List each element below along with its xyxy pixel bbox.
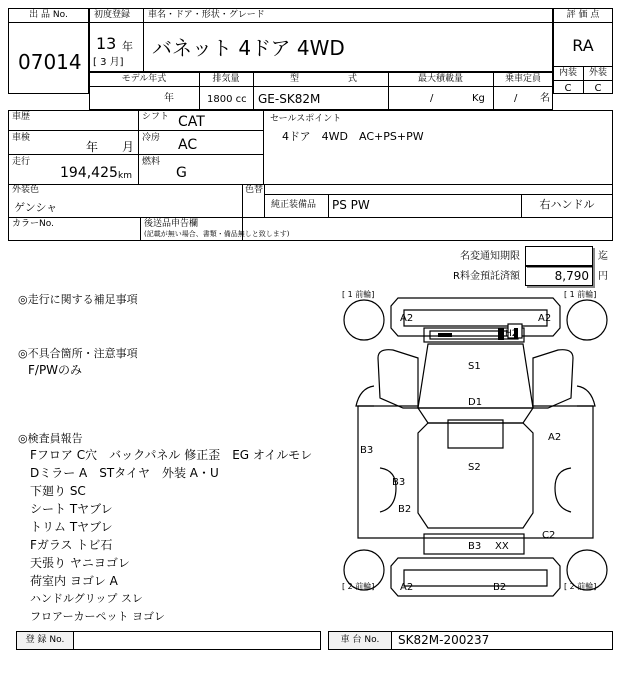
- inspector-line-3: 下廻り SC: [30, 484, 86, 498]
- mark-s2: S2: [468, 462, 481, 473]
- shift-value: CAT: [178, 114, 205, 130]
- inspector-line-4: シート Tヤブレ: [30, 502, 113, 516]
- mark-xx-rear: XX: [495, 541, 509, 552]
- capacity-slash: /: [514, 93, 518, 104]
- inspector-line-1: Fフロア C穴 バックパネル 修正歪 EG オイルモレ: [30, 448, 313, 462]
- history-label: 車歴: [12, 112, 31, 122]
- load-slash: /: [430, 93, 434, 104]
- first-reg-year-unit: 年: [122, 40, 133, 53]
- mark-a2-rear: A2: [400, 582, 414, 593]
- ac-label: 冷房: [142, 133, 161, 143]
- doc-note: (記載が無い場合、書類・備品無しと致します): [144, 230, 290, 238]
- front-right-tire-label: [ 1 前輪]: [564, 290, 597, 299]
- name-change-label: 名変通知期限: [460, 251, 520, 262]
- lot-label: 出 品 No.: [29, 10, 68, 20]
- reg-no-label: 登 録 No.: [25, 635, 65, 645]
- interior-grade: C: [564, 83, 572, 94]
- rear-right-tire-label: [ 2 前輪]: [564, 582, 597, 591]
- fuel-label: 燃料: [142, 157, 161, 167]
- capacity-unit: 名: [540, 93, 550, 104]
- mark-a2-front-right: A2: [538, 313, 552, 324]
- inspection-label: 車検: [12, 133, 31, 143]
- chassis-no-value: SK82M-200237: [398, 633, 490, 647]
- mileage-label: 走行: [12, 157, 31, 167]
- inspector-line-8: 荷室内 ヨゴレ A: [30, 574, 118, 588]
- name-change-box: [525, 246, 593, 266]
- fuel-value: G: [176, 165, 187, 181]
- car-name-label: 車名・ドア・形状・グレード: [148, 10, 265, 20]
- recycle-value: 8,790: [554, 269, 589, 283]
- mark-d1: D1: [468, 397, 483, 408]
- sales-point-value: 4ドア 4WD AC+PS+PW: [282, 130, 424, 143]
- mark-h2: H2: [505, 329, 518, 339]
- mark-b2-rear: B2: [493, 582, 507, 593]
- supplement-title: ◎走行に関する補足事項: [18, 293, 138, 306]
- chassis-no-label: 車 台 No.: [340, 635, 380, 645]
- lot-number: 07014: [18, 50, 82, 74]
- recycle-unit: 円: [598, 271, 608, 282]
- mark-c2-right: C2: [542, 530, 556, 541]
- mileage-unit: km: [118, 171, 132, 181]
- type-label: 型: [290, 74, 300, 84]
- recycle-label: R料金預託済額: [453, 271, 520, 282]
- shift-label: シフト: [142, 112, 170, 122]
- color-change-label: 色替: [245, 185, 264, 195]
- front-left-tire-label: [ 1 前輪]: [342, 290, 375, 299]
- inspection-year: 年: [86, 140, 99, 154]
- mark-b2-left: B2: [398, 504, 412, 515]
- car-name: バネット 4ドア 4WD: [152, 36, 345, 60]
- defect-title: ◎不具合箇所・注意事項: [18, 347, 138, 360]
- interior-label: 内装: [558, 68, 577, 78]
- displacement-value: 1800 cc: [207, 94, 247, 105]
- sales-point-label: セールスポイント: [270, 114, 342, 124]
- ext-color-value: ゲンシャ: [14, 201, 58, 214]
- inspector-line-7: 天張り ヤニヨゴレ: [30, 556, 130, 570]
- defect-line-1: F/PWのみ: [28, 363, 83, 377]
- mark-b3-left-2: B3: [392, 477, 406, 488]
- exterior-label: 外装: [588, 68, 607, 78]
- inspector-line-6: Fガラス トビ石: [30, 538, 113, 552]
- model-code: GE-SK82M: [258, 92, 321, 106]
- max-load-label: 最大積載量: [417, 74, 463, 84]
- type-label-2: 式: [348, 74, 358, 84]
- first-reg-month: [ 3 月]: [93, 57, 124, 68]
- first-reg-label: 初度登録: [94, 10, 131, 20]
- load-unit: Kg: [472, 93, 485, 104]
- ext-color-label: 外装色: [12, 185, 40, 195]
- equipment-value: PS PW: [332, 198, 370, 212]
- rear-left-tire-label: [ 2 前輪]: [342, 582, 375, 591]
- doc-label: 後送品申告欄: [144, 219, 199, 229]
- inspector-line-5: トリム Tヤブレ: [30, 520, 113, 534]
- handle-value: 右ハンドル: [539, 198, 595, 211]
- color-no-label: カラーNo.: [12, 219, 54, 229]
- mark-b3-left: B3: [360, 445, 374, 456]
- inspector-title: ◎検査員報告: [18, 432, 83, 445]
- car-damage-diagram: [338, 288, 613, 600]
- inspector-line-9: ハンドルグリップ スレ: [30, 592, 143, 605]
- front-left-tire-icon: [344, 300, 384, 340]
- model-year-label: モデル年式: [121, 74, 167, 84]
- ac-value: AC: [178, 137, 198, 153]
- mark-s1: S1: [468, 361, 481, 372]
- mark-b3-rear: B3: [468, 541, 482, 552]
- mileage-value: 194,425: [60, 165, 118, 181]
- mark-a2-front-left: A2: [400, 313, 414, 324]
- mark-a2-right: A2: [548, 432, 562, 443]
- first-reg-year: 13: [96, 34, 117, 53]
- equipment-label: 純正装備品: [271, 200, 317, 210]
- inspector-line-10: フロアーカーペット ヨゴレ: [30, 610, 165, 623]
- displacement-label: 排気量: [212, 74, 240, 84]
- inspector-line-2: Dミラー A STタイヤ 外装 A・U: [30, 466, 219, 480]
- front-right-tire-icon: [567, 300, 607, 340]
- inspection-month: 月: [122, 140, 135, 154]
- capacity-label: 乗車定員: [504, 74, 541, 84]
- name-change-unit: 迄: [598, 251, 608, 262]
- exterior-grade: C: [594, 83, 602, 94]
- score-label: 評 価 点: [566, 10, 600, 20]
- score-value: RA: [572, 36, 594, 55]
- model-year-unit: 年: [164, 93, 174, 104]
